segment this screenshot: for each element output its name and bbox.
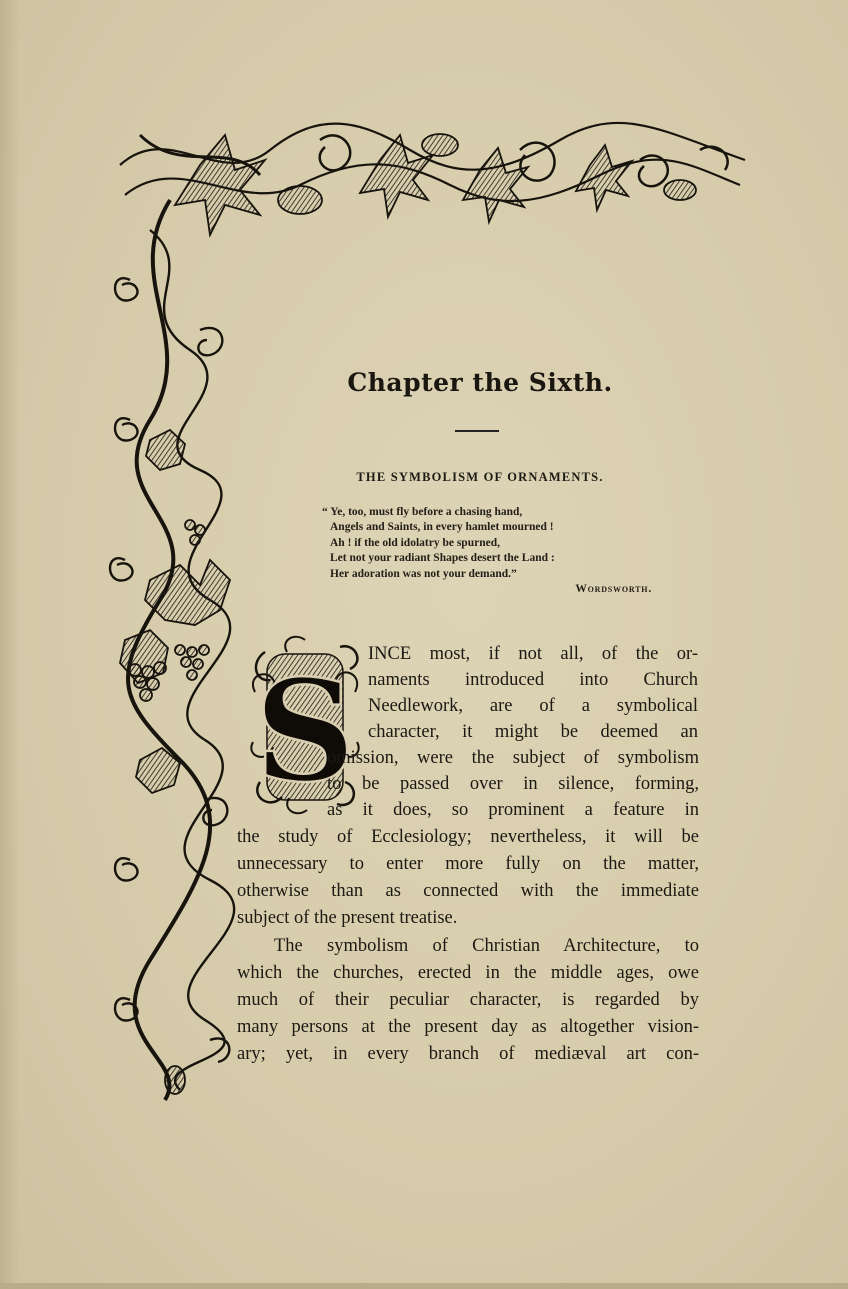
body-line: Needlework, are of a symbolical — [368, 696, 698, 716]
body-line: naments introduced into Church — [368, 670, 698, 690]
title-rule — [455, 430, 499, 432]
body-line: otherwise than as connected with the immediate — [237, 881, 699, 901]
body-line: The symbolism of Christian Architecture, to — [274, 936, 699, 956]
epigraph-line: Her adoration was not your demand.” — [330, 567, 517, 580]
epigraph-line: Angels and Saints, in every hamlet mourned ! — [330, 521, 554, 534]
epigraph-attribution: Wordsworth. — [575, 583, 652, 596]
body-line: character, it might be deemed an — [368, 722, 698, 742]
body-line: to be passed over in silence, forming, — [327, 774, 699, 794]
body-line: as it does, so prominent a feature in — [327, 800, 699, 820]
epigraph — [322, 505, 662, 597]
body-line: INCE most, if not all, of the or- — [368, 644, 698, 664]
body-line: subject of the present treatise. — [237, 908, 458, 928]
body-line: unnecessary to enter more fully on the matter, — [237, 854, 699, 874]
body-line: which the churches, erected in the middle ages, owe — [237, 963, 699, 983]
body-line: ary; yet, in every branch of mediæval art con- — [237, 1044, 699, 1064]
drop-cap-letter: S — [254, 650, 356, 814]
top-border-flowers — [175, 134, 696, 235]
body-line: the study of Ecclesiology; nevertheless, it will be — [237, 827, 699, 847]
body-line: many persons at the present day as altogether vision- — [237, 1017, 699, 1037]
section-heading: THE SYMBOLISM OF ORNAMENTS. — [356, 470, 604, 484]
body-line: omission, were the subject of symbolism — [327, 748, 699, 768]
body-line: much of their peculiar character, is regarded by — [237, 990, 699, 1010]
epigraph-line: Ah ! if the old idolatry be spurned, — [330, 536, 500, 549]
chapter-title: Chapter the Sixth. — [347, 368, 613, 397]
epigraph-line: Let not your radiant Shapes desert the Land : — [330, 552, 555, 565]
page-bottom-edge — [0, 1283, 848, 1289]
epigraph-line: “ Ye, too, must fly before a chasing hand, — [322, 506, 523, 518]
